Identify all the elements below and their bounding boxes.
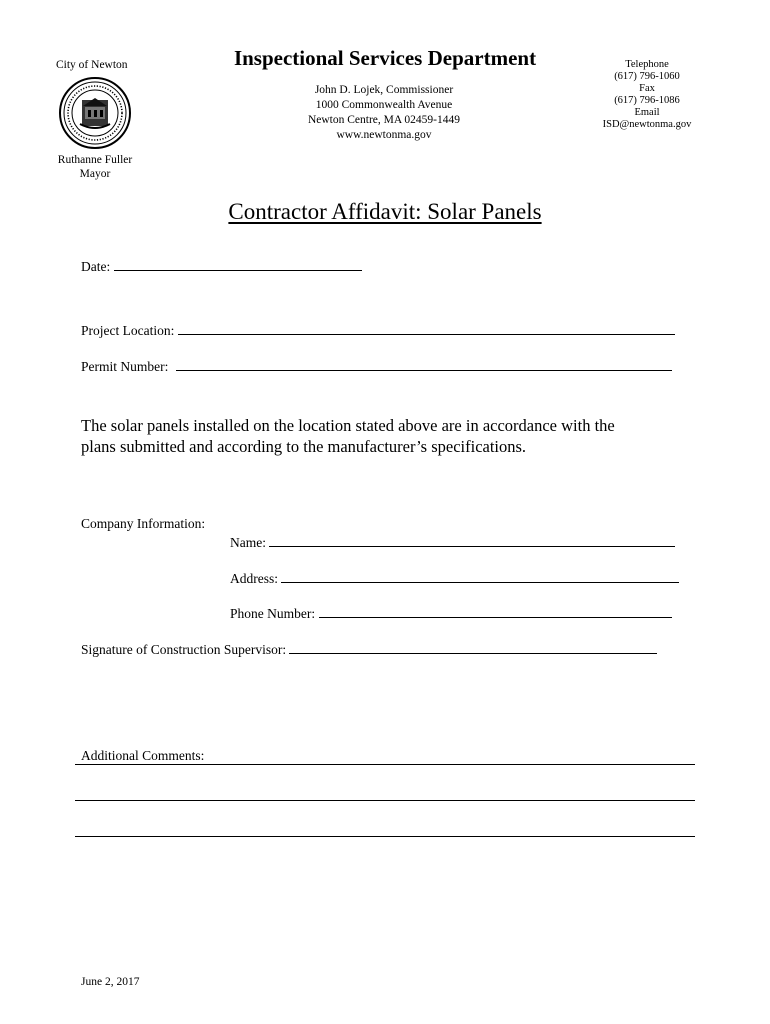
comments-line-2[interactable] (75, 800, 695, 801)
company-name-label: Name: (230, 535, 266, 550)
form-title: Contractor Affidavit: Solar Panels (228, 199, 542, 224)
signature-input[interactable] (289, 641, 657, 654)
contact-block (586, 59, 708, 131)
project-location-label: Project Location: (81, 323, 175, 338)
signature-label: Signature of Construction Supervisor: (81, 642, 287, 657)
comments-line-1[interactable] (75, 764, 695, 765)
address-line2: Newton Centre, MA 02459-1449 (307, 114, 461, 126)
comments-line-3[interactable] (75, 836, 695, 837)
department-title: Inspectional Services Department (233, 46, 537, 70)
mayor-title: Mayor (79, 168, 111, 180)
statement-line1: The solar panels installed on the location stated above are in accordance with the (81, 416, 615, 435)
website-link[interactable]: www.newtonma.gov (336, 129, 432, 141)
date-label: Date: (81, 259, 111, 274)
fax-label: Fax (639, 83, 655, 94)
city-name: City of Newton (56, 59, 128, 71)
date-row (81, 258, 362, 275)
company-name-input[interactable] (269, 534, 675, 547)
company-address-input[interactable] (281, 570, 679, 583)
company-phone-row (230, 605, 672, 622)
city-seal-icon (58, 76, 132, 150)
commissioner: John D. Lojek, Commissioner (314, 84, 454, 96)
project-location-row (81, 322, 675, 339)
permit-number-input[interactable] (176, 358, 672, 371)
department-address-block (234, 83, 534, 143)
email-address[interactable]: ISD@newtonma.gov (602, 119, 692, 130)
email-label: Email (634, 107, 660, 118)
permit-number-row (81, 358, 672, 375)
telephone-number: (617) 796-1060 (614, 71, 680, 82)
statement-line2: plans submitted and according to the manufacturer’s specifications. (81, 437, 527, 456)
signature-row (81, 641, 657, 658)
statement-paragraph (81, 415, 615, 457)
fax-number: (617) 796-1086 (614, 95, 680, 106)
mayor-block (40, 153, 150, 181)
company-phone-input[interactable] (319, 605, 672, 618)
company-address-label: Address: (230, 571, 278, 586)
company-info-label: Company Information: (81, 516, 206, 531)
comments-label: Additional Comments: (81, 748, 205, 763)
company-name-row (230, 534, 675, 551)
footer-date: June 2, 2017 (81, 976, 140, 988)
telephone-label: Telephone (625, 59, 669, 70)
project-location-input[interactable] (178, 322, 675, 335)
date-input[interactable] (114, 258, 362, 271)
mayor-name: Ruthanne Fuller (57, 154, 133, 166)
address-line1: 1000 Commonwealth Avenue (315, 99, 453, 111)
form-title-wrap (0, 199, 770, 225)
company-phone-label: Phone Number: (230, 606, 316, 621)
permit-number-label: Permit Number: (81, 359, 169, 374)
company-address-row (230, 570, 679, 587)
